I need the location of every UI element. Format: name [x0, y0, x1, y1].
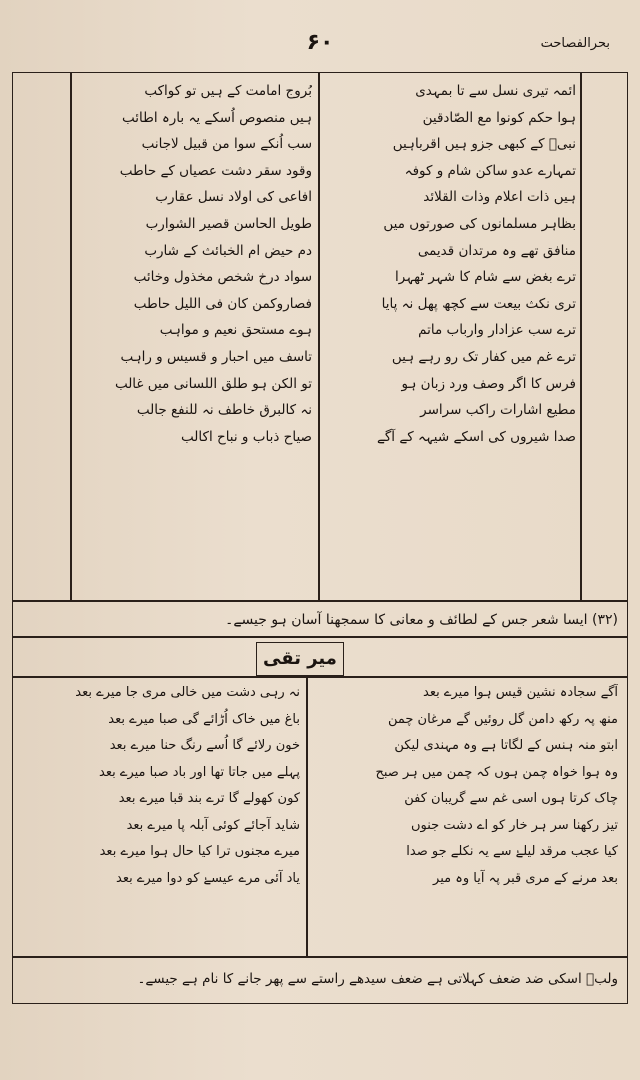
verse-line: چاک کرتا ہوں اسی غم سے گریبان کفن	[404, 791, 618, 806]
verse-line: نبیؐ کے کبھی جزو ہیں اقرباہیں	[392, 136, 576, 153]
verse-line: یاد آئی مرے عیسےٰ کو دوا میرے بعد	[116, 870, 300, 886]
verse-line: دم حیض ام الخبائث کے شارب	[144, 242, 312, 259]
verse-line: باغ میں خاک اُڑائے گی صبا میرے بعد	[108, 711, 300, 727]
verse-line: تیز رکھنا سر ہر خار کو اے دشت جنوں	[410, 817, 618, 833]
verse-line: منافق تھے وہ مرتدان قدیمی	[417, 242, 576, 259]
verse-line: پہلے میں جاتا تھا اور باد صبا میرے بعد	[99, 764, 300, 780]
verse-column-bottom-left	[18, 680, 300, 892]
top-right-inner-border	[580, 72, 582, 602]
verse-line: ہوا حکم کونوا مع الصّادقین	[422, 109, 576, 126]
verse-line: ترے بغض سے شام کا شہر ٹھہرا	[395, 269, 576, 286]
verse-line: ائمہ تیری نسل سے تا بمہدی	[415, 83, 576, 99]
verse-line: تمہارے عدو ساکن شام و کوفہ	[404, 162, 576, 179]
verse-line: ترے سب عزادار وارباب ماتم	[418, 322, 576, 339]
verse-line: فرس کا اگر وصف ورد زبان ہو	[401, 375, 576, 392]
note-row-bottom-rule	[12, 636, 628, 638]
footer-definition-line: ولبؔ اسکی ضد ضعف کہلاتی ہے ضعف سیدھے راستے سے پھر جانے کا نام ہے جیسے۔	[137, 971, 618, 987]
poet-name-heading: میر تقی	[256, 642, 344, 676]
verse-line: وقود سقر دشت عصیاں کے حاطب	[119, 162, 312, 179]
verse-line: بعد مرنے کے مری قبر پہ آیا وہ میر	[433, 870, 618, 886]
verse-line: تری نکث بیعت سے کچھ پھل نہ پایا	[381, 295, 576, 312]
verse-line: نہ کالبرق خاطف نہ للنفع جالب	[136, 402, 312, 419]
bottom-middle-divider	[306, 676, 308, 956]
verse-line: سب اُنکے سوا من قبیل لاجانب	[141, 136, 312, 153]
verse-line: کون کھولے گا ترے بند قبا میرے بعد	[118, 791, 300, 806]
verse-line: نہ رہی دشت میں خالی مری جا میرے بعد	[75, 685, 300, 700]
verse-column-bottom-right	[312, 680, 618, 892]
verse-line: ہوے مستحق نعیم و مواہب	[159, 322, 312, 339]
verse-line: کیا عجب مرقد لیلےٰ سے یہ نکلے جو صدا	[406, 844, 618, 859]
verse-line: وہ ہوا خواہ چمن ہوں کہ چمن میں ہر صبح	[375, 764, 618, 780]
verse-line: صدا شیروں کی اسکے شیہہ کے آگے	[376, 428, 576, 445]
verse-line: صیاح ذباب و نباح اکالب	[181, 428, 312, 445]
verse-line: ہیں منصوص اُسکے یہ بارہ اطائب	[121, 109, 312, 126]
verse-line: تو الکن ہو طلق اللسانی میں غالب	[114, 375, 312, 392]
rule-example-note: (۳۲) ایسا شعر جس کے لطائف و معانی کا سمجھنا آسان ہو جیسے۔	[225, 612, 618, 628]
verse-line: میرے مجنوں ترا کیا حال ہوا میرے بعد	[99, 844, 300, 859]
top-left-inner-border	[70, 72, 72, 602]
verse-line: منھ پہ رکھ دامن گل روئیں گے مرغان چمن	[387, 711, 618, 727]
verse-line: آگے سجادہ نشین قیس ہوا میرے بعد	[423, 685, 618, 700]
verse-line: فصاروکمن کان فی اللیل حاطب	[133, 295, 312, 312]
verse-line: ابتو منہ ہنس کے لگاتا ہے وہ مہندی لیکن	[394, 738, 618, 753]
verse-line: شاید آجائے کوئی آبلہ پا میرے بعد	[126, 817, 300, 833]
poet-row-bottom-rule	[12, 676, 628, 678]
verse-line: بظاہر مسلمانوں کی صورتوں میں	[383, 215, 576, 232]
verse-line: ترے غم میں کفار تک رو رہے ہیں	[391, 348, 576, 365]
verse-column-top-right	[326, 78, 576, 450]
page-number: ۶۰	[306, 30, 334, 55]
verse-line: بُروج امامت کے ہیں تو کواکب	[144, 83, 312, 99]
verse-line: طویل الحاسن قصیر الشوارب	[145, 215, 312, 232]
verse-line: افاعی کی اولاد نسل عقارب	[155, 189, 312, 206]
running-header-title: بحرالفصاحت	[540, 36, 610, 51]
verse-line: تاسف میں احبار و قسیس و راہب	[120, 348, 312, 365]
verse-line: مطیع اشارات راکب سراسر	[420, 402, 576, 419]
top-middle-divider	[318, 72, 320, 602]
verse-line: سواد درخ شخص مخذول وخائب	[133, 269, 312, 286]
top-section-bottom-rule	[12, 600, 628, 602]
verse-line: ہیں ذات اعلام وذات القلائد	[423, 189, 576, 206]
verse-column-top-left	[76, 78, 312, 450]
verse-line: خون رلائے گا اُسے رنگ حنا میرے بعد	[109, 738, 300, 753]
